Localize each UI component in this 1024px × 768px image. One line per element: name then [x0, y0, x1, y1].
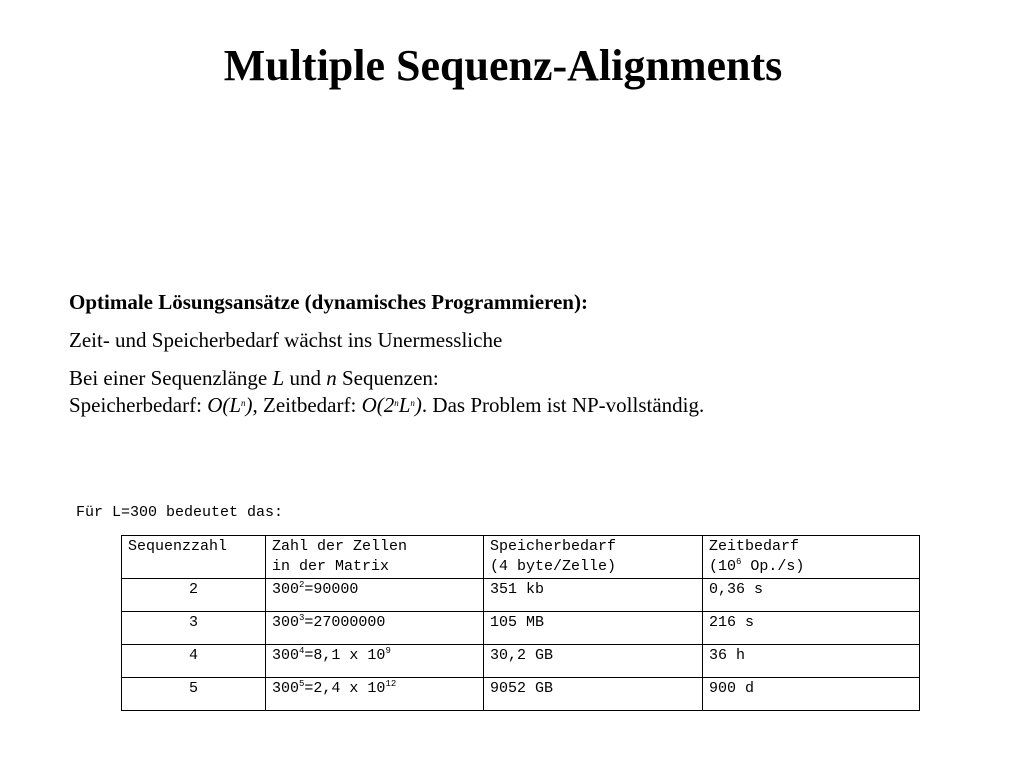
variable-n: n [326, 366, 337, 390]
section-heading: Optimale Lösungsansätze (dynamisches Programmieren): [69, 290, 588, 314]
cell-time: 900 d [703, 678, 920, 711]
cell-sequence-count: 2 [122, 579, 266, 612]
cell-memory: 9052 GB [484, 678, 703, 711]
table-caption: Für L=300 bedeutet das: [76, 504, 284, 521]
cell-time: 216 s [703, 612, 920, 645]
cell-time: 36 h [703, 645, 920, 678]
cell-cell-count: $300^2=90000$ [266, 579, 484, 612]
complexity-statement: Zeit- und Speicherbedarf wächst ins Unermessliche [69, 328, 503, 352]
variable-L: L [272, 366, 285, 390]
header-sequence-count: Sequenzzahl [122, 536, 266, 579]
cell-memory: 30,2 GB [484, 645, 703, 678]
table-row [122, 612, 920, 645]
text-fragment: , Zeitbedarf: [252, 393, 362, 417]
content-block [69, 289, 969, 430]
table-row [122, 579, 920, 612]
text-fragment: Bei einer Sequenzlänge [69, 366, 273, 390]
table-row [122, 678, 920, 711]
text-fragment: Speicherbedarf: [69, 393, 208, 417]
table-header-row [122, 536, 920, 579]
complexity-details [69, 365, 969, 419]
header-memory: Speicherbedarf (4 byte/Zelle) [484, 536, 703, 579]
text-fragment: und [284, 366, 327, 390]
memory-complexity: $O(L^n)$ [207, 393, 253, 417]
cell-time: 0,36 s [703, 579, 920, 612]
header-time: Zeitbedarf ($10^6$ Op./s) [703, 536, 920, 579]
cell-sequence-count: 4 [122, 645, 266, 678]
table-row [122, 645, 920, 678]
cell-memory: 351 kb [484, 579, 703, 612]
cell-sequence-count: 3 [122, 612, 266, 645]
cell-memory: 105 MB [484, 612, 703, 645]
cell-cell-count: $300^3=27000000$ [266, 612, 484, 645]
text-fragment: Sequenzen: [336, 366, 439, 390]
cell-cell-count: $300^4=8,1$ x $10^9$ [266, 645, 484, 678]
cell-cell-count: $300^5=2,4$ x $10^{12}$ [266, 678, 484, 711]
cell-sequence-count: 5 [122, 678, 266, 711]
page-title: Multiple Sequenz-Alignments [223, 41, 783, 90]
header-cell-count: Zahl der Zellen in der Matrix [266, 536, 484, 579]
text-fragment: . Das Problem ist NP-vollständig. [421, 393, 705, 417]
data-table [121, 535, 920, 711]
time-complexity: $O(2^nL^n)$ [361, 393, 422, 417]
